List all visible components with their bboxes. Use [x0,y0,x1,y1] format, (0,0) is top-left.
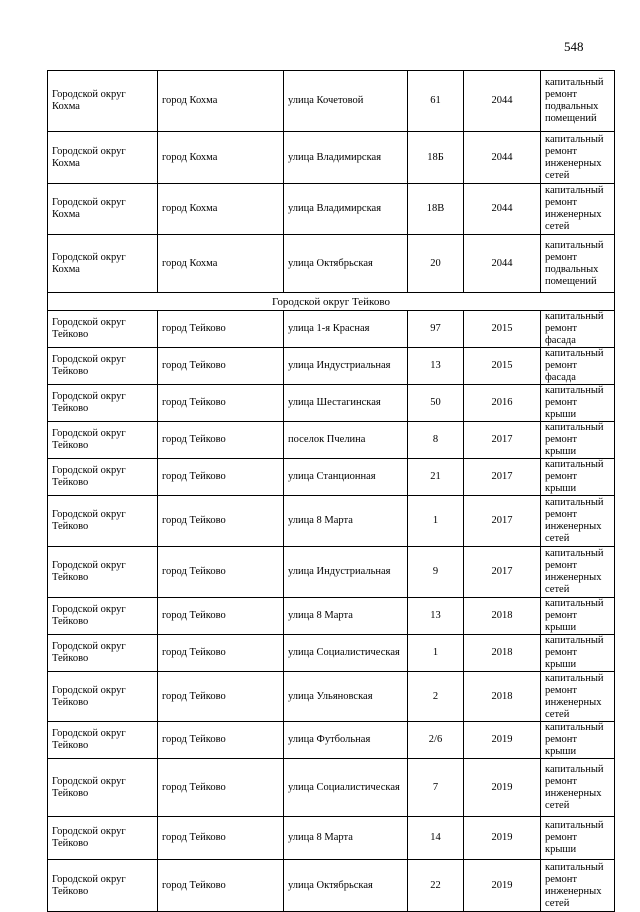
work-type-cell: капитальный ремонт инженерных сетей [541,759,615,817]
district-cell: Городской округ Тейково [48,672,158,722]
district-cell: Городской округ Тейково [48,496,158,547]
city-cell: город Тейково [158,459,284,496]
house-cell: 2/6 [408,722,464,759]
house-cell: 50 [408,385,464,422]
table-row [48,422,615,459]
work-type-cell: капитальный ремонт подвальных помещений [541,235,615,293]
house-cell: 13 [408,598,464,635]
city-cell: город Кохма [158,71,284,132]
work-type-cell: капитальный ремонт инженерных сетей [541,496,615,547]
work-type-cell: капитальный ремонт фасада [541,311,615,348]
city-cell: город Тейково [158,496,284,547]
city-cell: город Тейково [158,598,284,635]
street-cell: улица 8 Марта [284,496,408,547]
city-cell: город Тейково [158,722,284,759]
year-cell: 2017 [464,422,541,459]
street-cell: улица 8 Марта [284,598,408,635]
street-cell: улица Социалистическая [284,635,408,672]
work-type-cell: капитальный ремонт крыши [541,817,615,860]
house-cell: 8 [408,422,464,459]
house-cell: 18Б [408,132,464,184]
table-row [48,635,615,672]
table-row [48,672,615,722]
house-cell: 18В [408,184,464,235]
year-cell: 2019 [464,817,541,860]
year-cell: 2018 [464,598,541,635]
street-cell: улица Социалистическая [284,759,408,817]
street-cell: улица Индустриальная [284,348,408,385]
street-cell: улица Владимирская [284,132,408,184]
street-cell: улица Владимирская [284,184,408,235]
city-cell: город Кохма [158,184,284,235]
district-cell: Городской округ Тейково [48,817,158,860]
city-cell: город Тейково [158,672,284,722]
street-cell: улица 1-я Красная [284,311,408,348]
work-type-cell: капитальный ремонт крыши [541,385,615,422]
table-row [48,348,615,385]
work-type-cell: капитальный ремонт крыши [541,722,615,759]
table-row [48,184,615,235]
house-cell: 9 [408,547,464,598]
street-cell: поселок Пчелина [284,422,408,459]
work-type-cell: капитальный ремонт подвальных помещений [541,71,615,132]
table-row [48,759,615,817]
year-cell: 2018 [464,672,541,722]
repair-schedule-table [47,70,615,912]
district-cell: Городской округ Тейково [48,547,158,598]
table-row [48,235,615,293]
table-row [48,860,615,912]
house-cell: 2 [408,672,464,722]
district-cell: Городской округ Тейково [48,422,158,459]
work-type-cell: капитальный ремонт инженерных сетей [541,860,615,912]
city-cell: город Тейково [158,422,284,459]
city-cell: город Тейково [158,547,284,598]
table-row [48,311,615,348]
year-cell: 2019 [464,759,541,817]
city-cell: город Тейково [158,348,284,385]
house-cell: 61 [408,71,464,132]
street-cell: улица Октябрьская [284,235,408,293]
street-cell: улица Ульяновская [284,672,408,722]
year-cell: 2044 [464,132,541,184]
district-cell: Городской округ Кохма [48,235,158,293]
year-cell: 2015 [464,348,541,385]
table-row [48,132,615,184]
city-cell: город Тейково [158,385,284,422]
year-cell: 2015 [464,311,541,348]
city-cell: город Тейково [158,817,284,860]
work-type-cell: капитальный ремонт крыши [541,598,615,635]
district-cell: Городской округ Тейково [48,759,158,817]
house-cell: 14 [408,817,464,860]
work-type-cell: капитальный ремонт крыши [541,635,615,672]
section-header-row [48,293,615,311]
year-cell: 2017 [464,547,541,598]
table-row [48,496,615,547]
house-cell: 20 [408,235,464,293]
year-cell: 2017 [464,496,541,547]
table-row [48,547,615,598]
work-type-cell: капитальный ремонт инженерных сетей [541,184,615,235]
district-cell: Городской округ Кохма [48,184,158,235]
house-cell: 97 [408,311,464,348]
table-row [48,71,615,132]
city-cell: город Тейково [158,635,284,672]
year-cell: 2018 [464,635,541,672]
street-cell: улица 8 Марта [284,817,408,860]
street-cell: улица Станционная [284,459,408,496]
district-cell: Городской округ Тейково [48,635,158,672]
table-row [48,722,615,759]
district-cell: Городской округ Тейково [48,348,158,385]
city-cell: город Тейково [158,311,284,348]
street-cell: улица Шестагинская [284,385,408,422]
year-cell: 2019 [464,860,541,912]
district-cell: Городской округ Тейково [48,385,158,422]
street-cell: улица Октябрьская [284,860,408,912]
page-number: 548 [564,39,584,54]
year-cell: 2044 [464,184,541,235]
district-cell: Городской округ Тейково [48,598,158,635]
year-cell: 2017 [464,459,541,496]
section-header: Городской округ Тейково [48,293,615,311]
work-type-cell: капитальный ремонт инженерных сетей [541,547,615,598]
district-cell: Городской округ Тейково [48,860,158,912]
house-cell: 7 [408,759,464,817]
table-row [48,385,615,422]
district-cell: Городской округ Тейково [48,311,158,348]
city-cell: город Кохма [158,132,284,184]
work-type-cell: капитальный ремонт крыши [541,459,615,496]
city-cell: город Тейково [158,860,284,912]
work-type-cell: капитальный ремонт инженерных сетей [541,132,615,184]
district-cell: Городской округ Тейково [48,722,158,759]
house-cell: 21 [408,459,464,496]
year-cell: 2044 [464,235,541,293]
table-row [48,598,615,635]
house-cell: 13 [408,348,464,385]
year-cell: 2044 [464,71,541,132]
house-cell: 1 [408,496,464,547]
table-row [48,817,615,860]
year-cell: 2019 [464,722,541,759]
table-row [48,459,615,496]
street-cell: улица Кочетовой [284,71,408,132]
district-cell: Городской округ Кохма [48,71,158,132]
street-cell: улица Индустриальная [284,547,408,598]
work-type-cell: капитальный ремонт крыши [541,422,615,459]
house-cell: 1 [408,635,464,672]
city-cell: город Тейково [158,759,284,817]
work-type-cell: капитальный ремонт инженерных сетей [541,672,615,722]
house-cell: 22 [408,860,464,912]
city-cell: город Кохма [158,235,284,293]
district-cell: Городской округ Кохма [48,132,158,184]
district-cell: Городской округ Тейково [48,459,158,496]
street-cell: улица Футбольная [284,722,408,759]
year-cell: 2016 [464,385,541,422]
work-type-cell: капитальный ремонт фасада [541,348,615,385]
